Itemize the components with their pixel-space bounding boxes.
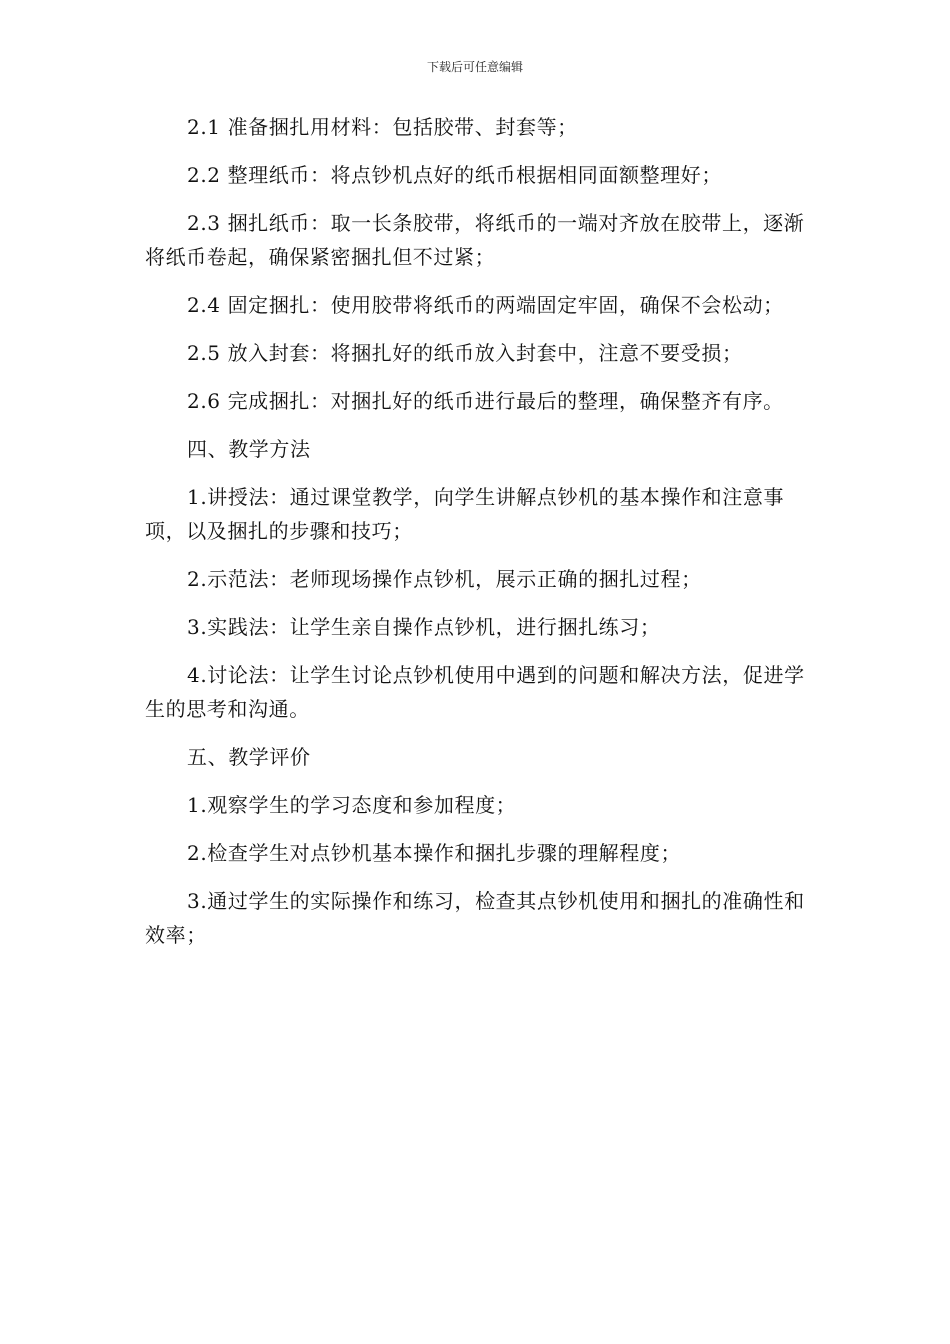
paragraph-2-5: 2.5 放入封套：将捆扎好的纸币放入封套中，注意不要受损； — [187, 341, 743, 365]
page-header: 下载后可任意编辑 — [426, 60, 523, 74]
document-body — [145, 110, 810, 966]
evaluation-item-1: 1.观察学生的学习态度和参加程度； — [187, 793, 517, 817]
paragraph-2-6: 2.6 完成捆扎：对捆扎好的纸币进行最后的整理，确保整齐有序。 — [187, 389, 784, 413]
method-demonstration: 2.示范法：老师现场操作点钞机，展示正确的捆扎过程； — [187, 567, 702, 591]
evaluation-item-2: 2.检查学生对点钞机基本操作和捆扎步骤的理解程度； — [187, 841, 682, 865]
paragraph-2-4: 2.4 固定捆扎：使用胶带将纸币的两端固定牢固，确保不会松动； — [187, 293, 784, 317]
section-heading-teaching-evaluation: 五、教学评价 — [187, 745, 311, 769]
method-discussion: 4.讨论法：让学生讨论点钞机使用中遇到的问题和解决方法，促进学生的思考和沟通。 — [145, 663, 805, 721]
evaluation-item-3: 3.通过学生的实际操作和练习，检查其点钞机使用和捆扎的准确性和效率； — [145, 889, 805, 947]
method-practice: 3.实践法：让学生亲自操作点钞机，进行捆扎练习； — [187, 615, 661, 639]
paragraph-2-1: 2.1 准备捆扎用材料：包括胶带、封套等； — [187, 115, 578, 139]
method-lecture: 1.讲授法：通过课堂教学，向学生讲解点钞机的基本操作和注意事项，以及捆扎的步骤和技巧； — [145, 485, 785, 543]
section-heading-teaching-methods: 四、教学方法 — [187, 437, 311, 461]
paragraph-2-2: 2.2 整理纸币：将点钞机点好的纸币根据相同面额整理好； — [187, 163, 722, 187]
paragraph-2-3: 2.3 捆扎纸币：取一长条胶带，将纸币的一端对齐放在胶带上，逐渐将纸币卷起，确保紧密捆扎但不过紧； — [145, 211, 805, 269]
